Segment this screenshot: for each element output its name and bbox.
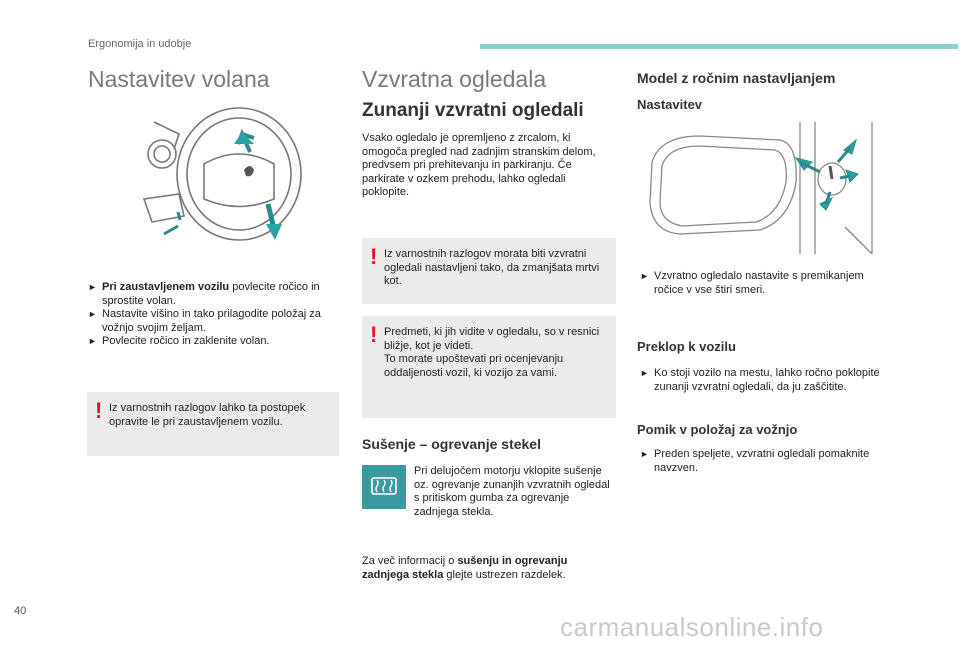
mirrors-title: Vzvratna ogledala xyxy=(362,66,547,92)
mirrors-intro: Vsako ogledalo je opremljeno z zrcalom, ki omogoča pregled nad zadnjim stranskim delom, predvsem pri prehitevanju in parkiranju. Če parkirate v ozkem prehodu, lahko ogledali poklopite. xyxy=(362,132,596,198)
rear-defrost-icon xyxy=(362,465,406,509)
list-item: ► Vzvratno ogledalo nastavite s premikanjem ročice v vse štiri smeri. xyxy=(640,270,864,296)
list-item: ► Nastavite višino in tako prilagodite položaj za vožnjo svojim željam. xyxy=(88,308,321,334)
steering-title: Nastavitev volana xyxy=(88,66,270,92)
watermark: carmanualsonline.info xyxy=(560,612,824,642)
warning-icon: ! xyxy=(370,244,378,269)
defrost-title: Sušenje – ogrevanje stekel xyxy=(362,436,541,452)
steering-instructions xyxy=(88,281,338,349)
warning-box: ! Iz varnostnih razlogov lahko ta postopek opravite le pri zaustavljenem vozilu. xyxy=(87,392,339,456)
more-info-text: Za več informacij o sušenju in ogrevanju zadnjega stekla glejte ustrezen razdelek. xyxy=(362,555,568,581)
mirror-adjuster-illustration xyxy=(640,122,885,254)
list-item: ► Pri zaustavljenem vozilu povlecite ročico in sprostite volan. xyxy=(88,281,320,307)
driving-position-instructions xyxy=(640,448,890,475)
adjustment-title: Nastavitev xyxy=(637,97,703,112)
list-item: ► Povlecite ročico in zaklenite volan. xyxy=(88,335,270,347)
section-header: Ergonomija in udobje xyxy=(88,38,192,50)
warning-box: ! Iz varnostnih razlogov morata biti vzvratni ogledali nastavljeni tako, da zmanjšata mrtvi kot. xyxy=(362,238,616,304)
defrost-text: Pri delujočem motorju vklopite sušenje oz. ogrevanje zunanjih vzvratnih ogledal s pritiskom gumba za ogrevanje zadnjega stekla. xyxy=(414,465,610,518)
driving-position-title: Pomik v položaj za vožnjo xyxy=(637,422,798,437)
warning-box: ! Predmeti, ki jih vidite v ogledalu, so v resnici bližje, kot je videti. To morate upoštevati pri ocenjevanju oddaljenosti vozil, ki vozijo za vami. xyxy=(362,316,616,418)
list-item: ► Preden speljete, vzvratni ogledali pomaknite navzven. xyxy=(640,448,870,474)
page-number: 40 xyxy=(14,605,27,617)
header-accent-bar xyxy=(480,44,958,49)
exterior-mirrors-subtitle: Zunanji vzvratni ogledali xyxy=(362,100,584,121)
adjustment-instructions xyxy=(640,270,890,297)
manual-model-title: Model z ročnim nastavljanjem xyxy=(637,70,836,86)
folding-instructions xyxy=(640,367,890,394)
rear-defrost-button xyxy=(362,465,406,509)
warning-icon: ! xyxy=(95,398,103,423)
steering-wheel-illustration xyxy=(134,104,304,244)
list-item: ► Ko stoji vozilo na mestu, lahko ročno poklopite zunanji vzvratni ogledali, da ju zaščitite. xyxy=(640,367,880,393)
folding-title: Preklop k vozilu xyxy=(637,339,736,354)
warning-icon: ! xyxy=(370,322,378,347)
